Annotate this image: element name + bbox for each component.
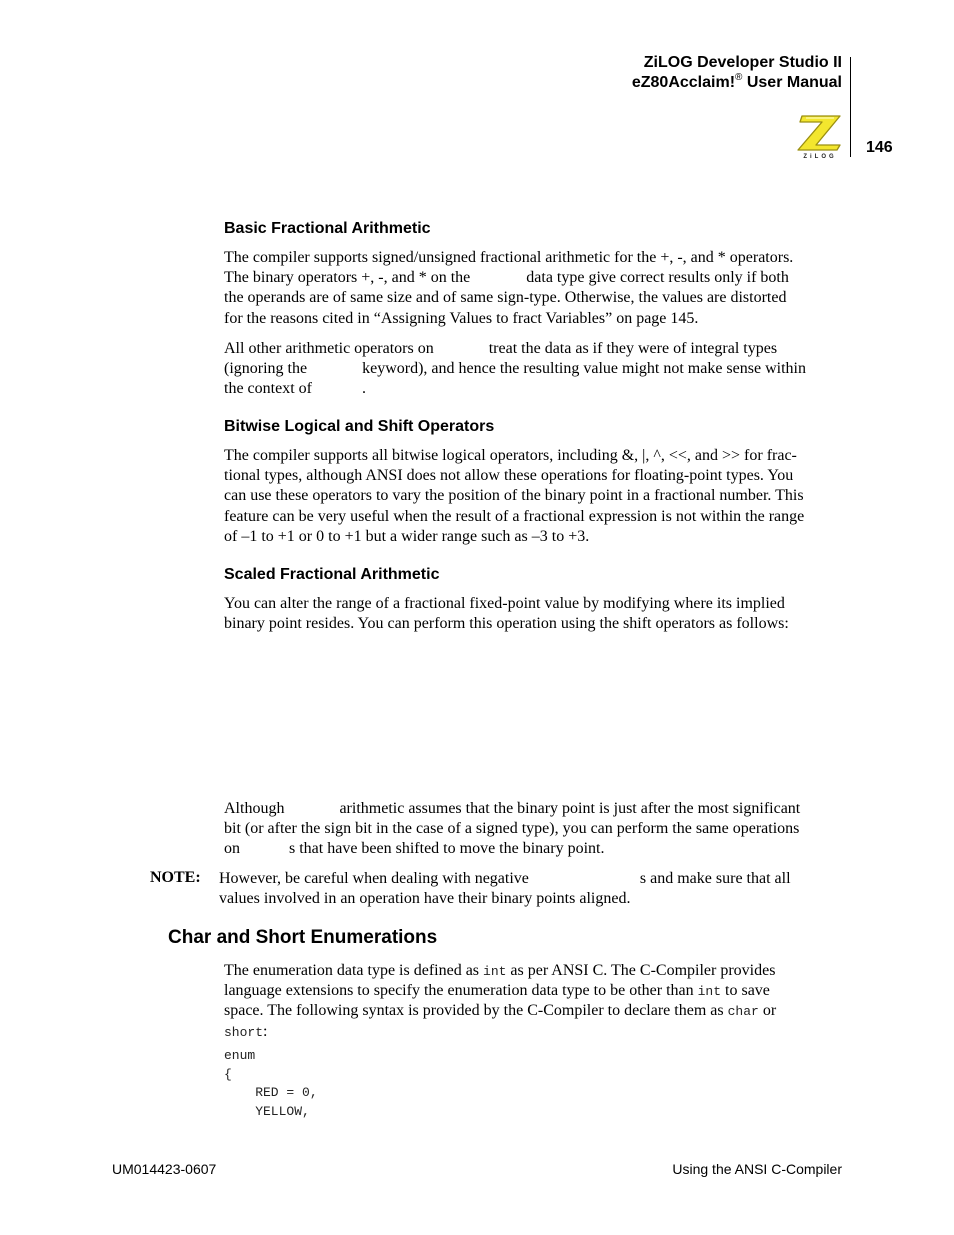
heading-enumerations: Char and Short Enumerations <box>168 927 438 948</box>
page-number: 146 <box>866 139 893 156</box>
zilog-logo <box>796 114 844 160</box>
paragraph-scaled-2: Although arithmetic assumes that the binary point is just after the most significant bit (or after the sign bit in the case of a signed type), you can perform the same operations on s that have been shifted to move the binary point. <box>224 800 801 858</box>
code-int: int <box>697 984 722 1000</box>
header-divider <box>850 57 851 157</box>
paragraph-bitwise: The compiler supports all bitwise logical operators, including &, |, ^, <<, and >> for frac- tional types, although ANSI does not allow these operations for floating-point types. You can use these operators to vary the position of the binary point in a fractional number. This feature can be very useful when the result of a fractional expression is not within the range of –1 to +1 or 0 to +1 but a wider range such as –3 to +3. <box>224 447 805 545</box>
code-char: char <box>727 1004 759 1020</box>
paragraph-enum: The enumeration data type is defined as int as per ANSI C. The C-Compiler provides language extensions to specify the enumeration data type to be other than int to save space. The following syntax is provided by the C-Compiler to declare them as char or short: <box>224 962 777 1040</box>
header-subtitle: eZ80Acclaim!® User Manual <box>631 72 842 91</box>
footer-chapter: Using the ANSI C-Compiler <box>672 1161 842 1177</box>
svg-text:ZiLOG: ZiLOG <box>803 154 837 160</box>
code-int: int <box>483 964 507 979</box>
paragraph-scaled-1: You can alter the range of a fractional fixed-point value by modifying where its implied binary point resides. You can perform this operation using the shift operators as follows: <box>224 595 789 633</box>
header-title: ZiLOG Developer Studio II <box>643 54 842 71</box>
paragraph-basic-1: The compiler supports signed/unsigned fractional arithmetic for the +, -, and * operators. The binary operators +, -, and * on the data type give correct results only if both the operands are of same size and of same sign-type. Otherwise, the values are distorted for the reasons cited in “Assigning Values to fract Variables” on page 145. <box>224 249 794 327</box>
heading-bitwise: Bitwise Logical and Shift Operators <box>224 418 495 435</box>
heading-basic-fractional: Basic Fractional Arithmetic <box>224 220 431 237</box>
code-short: short <box>224 1024 264 1040</box>
footer-doc-id: UM014423-0607 <box>112 1161 217 1177</box>
paragraph-basic-2: All other arithmetic operators on treat the data as if they were of integral types (ignoring the keyword), and hence the resulting value might not make sense within the context of . <box>224 340 806 398</box>
code-block-enum: enum { RED = 0, YELLOW, <box>224 1048 318 1119</box>
heading-scaled: Scaled Fractional Arithmetic <box>224 566 440 583</box>
note-label: NOTE: <box>150 869 201 886</box>
note-text: However, be careful when dealing with negative s and make sure that all values involved in an operation have their binary points aligned. <box>219 870 791 908</box>
